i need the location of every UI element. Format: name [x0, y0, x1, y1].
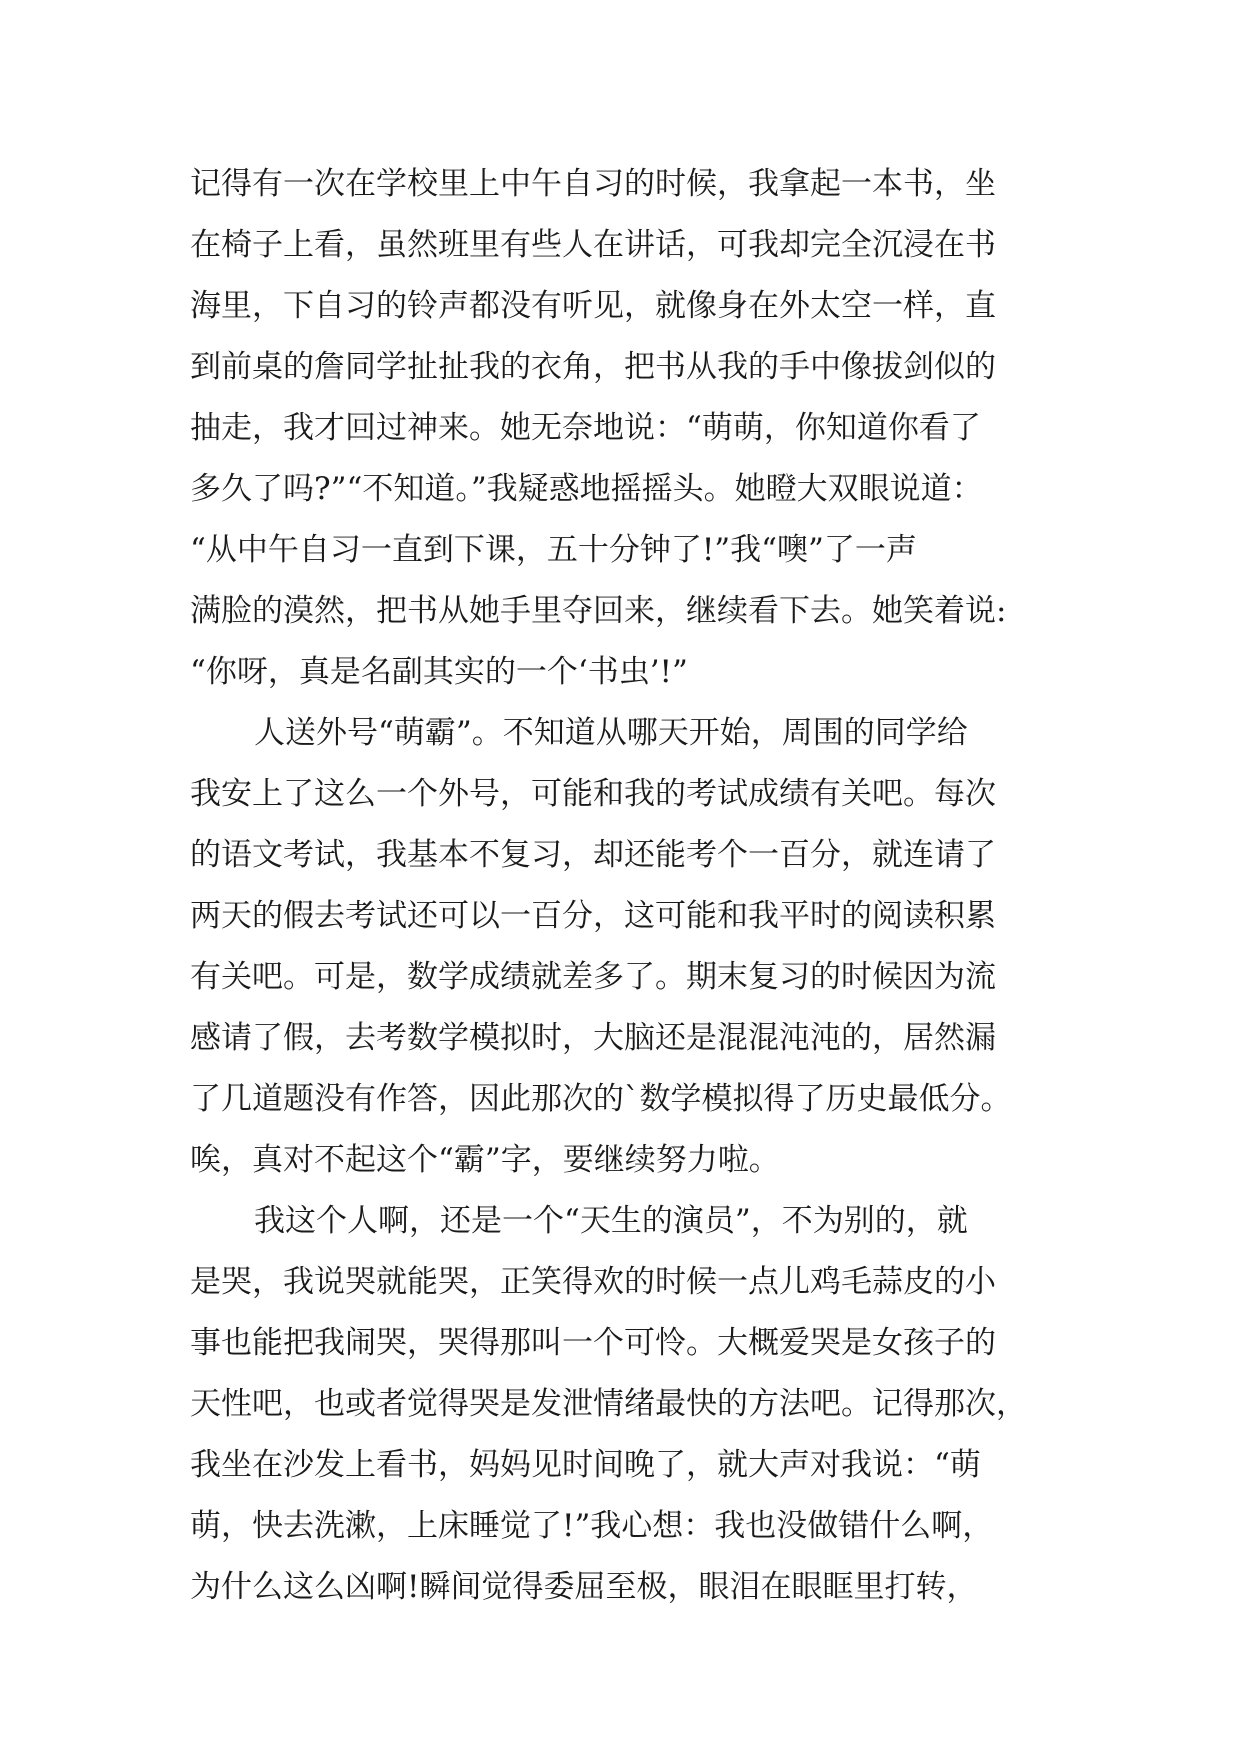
text-line: 了几道题没有作答，因此那次的`数学模拟得了历史最低分。	[190, 1081, 1012, 1117]
text-line: 是哭，我说哭就能哭，正笑得欢的时候一点儿鸡毛蒜皮的小	[190, 1264, 996, 1300]
text-line: 记得有一次在学校里上中午自习的时候，我拿起一本书，坐	[190, 166, 996, 202]
text-line: 天性吧，也或者觉得哭是发泄情绪最快的方法吧。记得那次，	[190, 1386, 1027, 1422]
text-line: 多久了吗?”“不知道。”我疑惑地摇摇头。她瞪大双眼说道：	[190, 471, 983, 507]
text-line: 抽走，我才回过神来。她无奈地说：“萌萌，你知道你看了	[190, 410, 981, 446]
text-line: 海里，下自习的铃声都没有听见，就像身在外太空一样，直	[190, 288, 996, 324]
text-line: 我安上了这么一个外号，可能和我的考试成绩有关吧。每次	[190, 776, 996, 812]
text-line: 两天的假去考试还可以一百分，这可能和我平时的阅读积累	[190, 898, 996, 934]
paragraph-first-line: 我这个人啊，还是一个“天生的演员”，不为别的，就	[254, 1203, 968, 1239]
text-line: 有关吧。可是，数学成绩就差多了。期末复习的时候因为流	[190, 959, 996, 995]
text-line: “从中午自习一直到下课，五十分钟了!”我“噢”了一声	[190, 532, 917, 568]
text-line: 萌，快去洗漱，上床睡觉了!”我心想：我也没做错什么啊，	[190, 1508, 994, 1544]
paragraph-first-line: 人送外号“萌霸”。不知道从哪天开始，周围的同学给	[254, 715, 968, 751]
text-line: 满脸的漠然，把书从她手里夺回来，继续看下去。她笑着说:	[190, 593, 1007, 629]
text-line: “你呀，真是名副其实的一个‘书虫’!”	[190, 654, 688, 690]
text-line: 事也能把我闹哭，哭得那叫一个可怜。大概爱哭是女孩子的	[190, 1325, 996, 1361]
text-line: 的语文考试，我基本不复习，却还能考个一百分，就连请了	[190, 837, 996, 873]
text-line: 为什么这么凶啊!瞬间觉得委屈至极，眼泪在眼眶里打转，	[190, 1569, 978, 1605]
text-line: 我坐在沙发上看书，妈妈见时间晚了，就大声对我说：“萌	[190, 1447, 981, 1483]
text-line: 感请了假，去考数学模拟时，大脑还是混混沌沌的，居然漏	[190, 1020, 996, 1056]
text-line: 到前桌的詹同学扯扯我的衣角，把书从我的手中像拔剑似的	[190, 349, 996, 385]
text-line: 在椅子上看，虽然班里有些人在讲话，可我却完全沉浸在书	[190, 227, 996, 263]
text-line: 唉，真对不起这个“霸”字，要继续努力啦。	[190, 1142, 780, 1178]
